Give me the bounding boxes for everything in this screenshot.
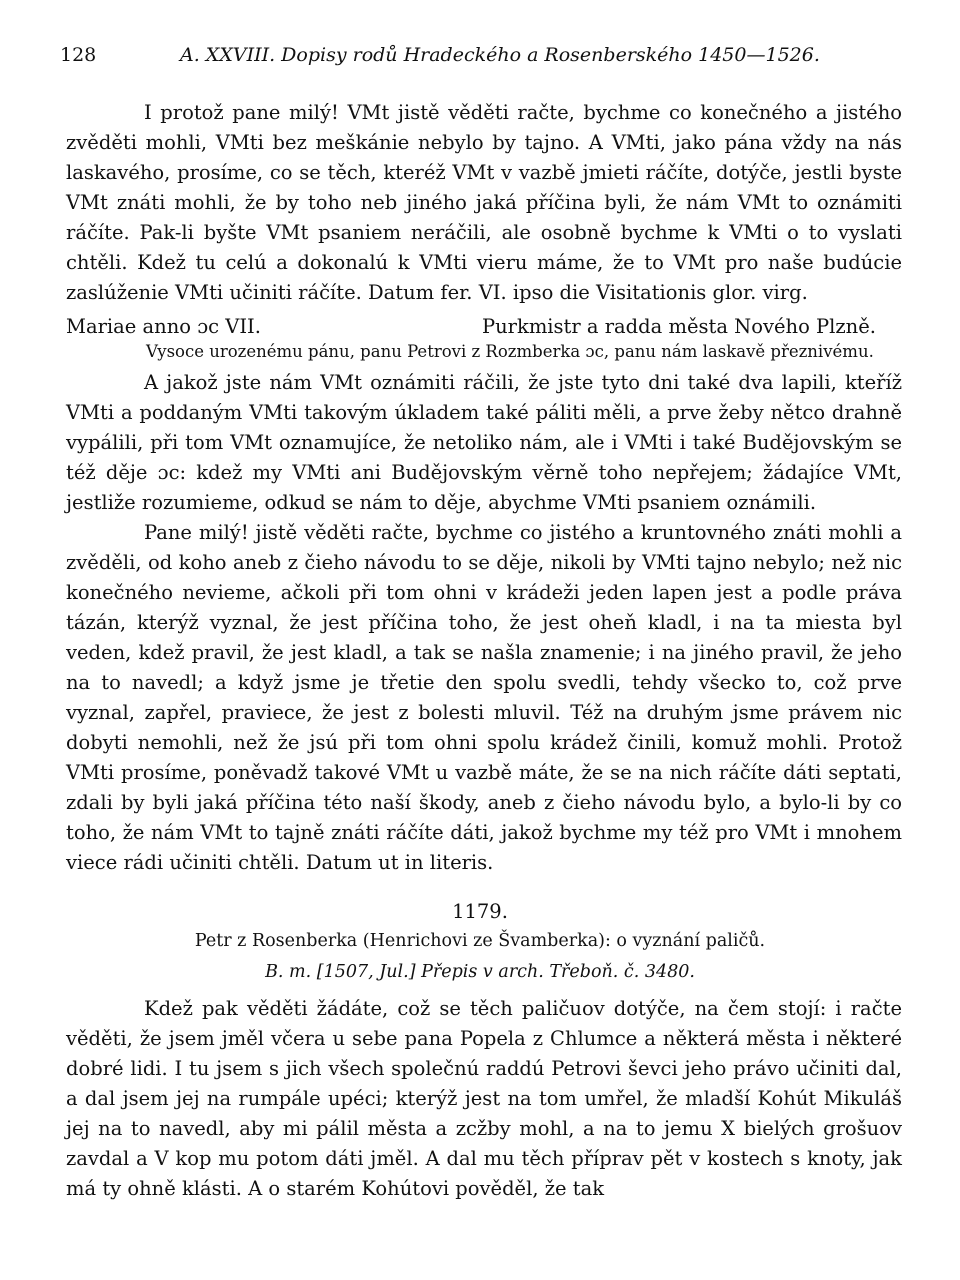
letter-a-closing — [66, 312, 902, 342]
paragraph: I protož pane milý! VMt jistě věděti račte, bychme co konečného a jistého zvěděti mohli, VMti bez meškánie nebylo by tajno. A VMti, jako pána vždy na nás laskavého, prosíme, co se těch, kteréž VMt v vazbě jmieti ráčíte, dotýče, jestli byste VMt znáti mohli, že by toho neb jiného jaká příčina byli, že nám VMt to oznámiti ráčíte. Pak-li byšte VMt psaniem neráčili, ale osobně bychme k VMti o to vyslati chtěli. Kdež tu celú a dokonalú k VMti vieru máme, že to VMt pro naše budúcie zaslúženie VMti učiniti ráčíte. Datum fer. VI. ipso die Visitationis glor. virg. — [66, 101, 902, 304]
document-number: 1179. — [452, 900, 508, 923]
paragraph: Kdež pak věděti žádáte, což se těch paličuov dotýče, na čem stojí: i račte věděti, že jsem jměl včera u sebe pana Popela z Chlumce a některá města i některé dobré lidi. I tu jsem s jich všech společnú raddú Petrovi ševci jeho právo učiniti dal, a dal jsem jej na rumpále upéci; kterýž jest na tom umřel, že mladší Kohút Mikuláš jej na to navedl, aby mi pálil města a zcžby mohl, a na to jemu X bielých grošuov zavdal a V kop mu potom dáti jměl. A dal mu těch příprav pět v kostech s knoty, jak má ty ohně klásti. A o starém Kohútovi pověděl, že tak — [66, 997, 902, 1200]
document-title: Petr z Rosenberka (Henrichovi ze Švamberka): o vyznání paličů. — [194, 931, 766, 951]
paragraph: Pane milý! jistě věděti račte, bychme co jistého a kruntovného znáti mohli a zvěděli, od koho aneb z čieho návodu to se děje, nikoli by VMti tajno nebylo; než nic konečného nevieme, ačkoli při tom ohni v krádeži jeden lapen jest a podle práva tázán, kterýž vyznal, že jest příčina toho, že jest oheň kladl, i na ta miesta byl veden, kdež pravil, že jest kladl, a tak se našla znamenie; i na jiného pravil, že jeho na to navedl; a když jsme je třetie den spolu svedli, tehdy všecko to, což prve vyznal, zapřel, praviece, že jest z bolesti mluvil. Též na druhým jsme právem nic dobyti nemohli, než že jsú při tom ohni spolu krádež činili, komuž mohli. Protož VMti prosíme, poněvadž takové VMt u vazbě máte, že se na nich ráčíte dáti septati, zdali by byli jaká příčina této naší škody, aneb z čieho návodu bylo, a bylo-li by co toho, že nám VMt to tajně znáti ráčíte dáti, jakož bychme my též pro VMt i mnohem viece rádi učiniti chtěli. Datum ut in literis. — [66, 521, 902, 874]
paragraph: A jakož jste nám VMt oznámiti ráčili, že jste tyto dni také dva lapili, kteříž VMti a poddaným VMti takovým úkladem také páliti měli, a prve žeby nětco drahně vypálili, při tom VMt oznamujíce, že netoliko nám, ale i VMti i také Budějovským se též děje ɔc: kdež my VMti ani Budějovským věrně toho nepřejem; žádajíce VMt, jestliže rozumieme, odkud se nám to děje, abychme VMti psaniem oznámili. — [66, 371, 902, 514]
document-source: B. m. [1507, Jul.] Přepis v arch. Třeboň. č. 3480. — [265, 962, 695, 982]
running-title: A. XXVIII. Dopisy rodů Hradeckého a Rosenberského 1450—1526. — [180, 44, 820, 66]
page-header — [60, 44, 900, 76]
letter-b-address: Vysoce urozenému pánu, panu Petrovi z Rozmberka ɔc, panu nám laskavě přeznivému. — [146, 342, 874, 361]
signature: Purkmistr a radda města Nového Plzně. — [482, 315, 876, 338]
letter-b-body — [66, 368, 902, 878]
letter-a-body — [66, 98, 902, 308]
document-1179-body — [66, 994, 902, 1204]
page-number: 128 — [60, 44, 97, 66]
date-line: Mariae anno ɔc VII. — [66, 315, 261, 338]
